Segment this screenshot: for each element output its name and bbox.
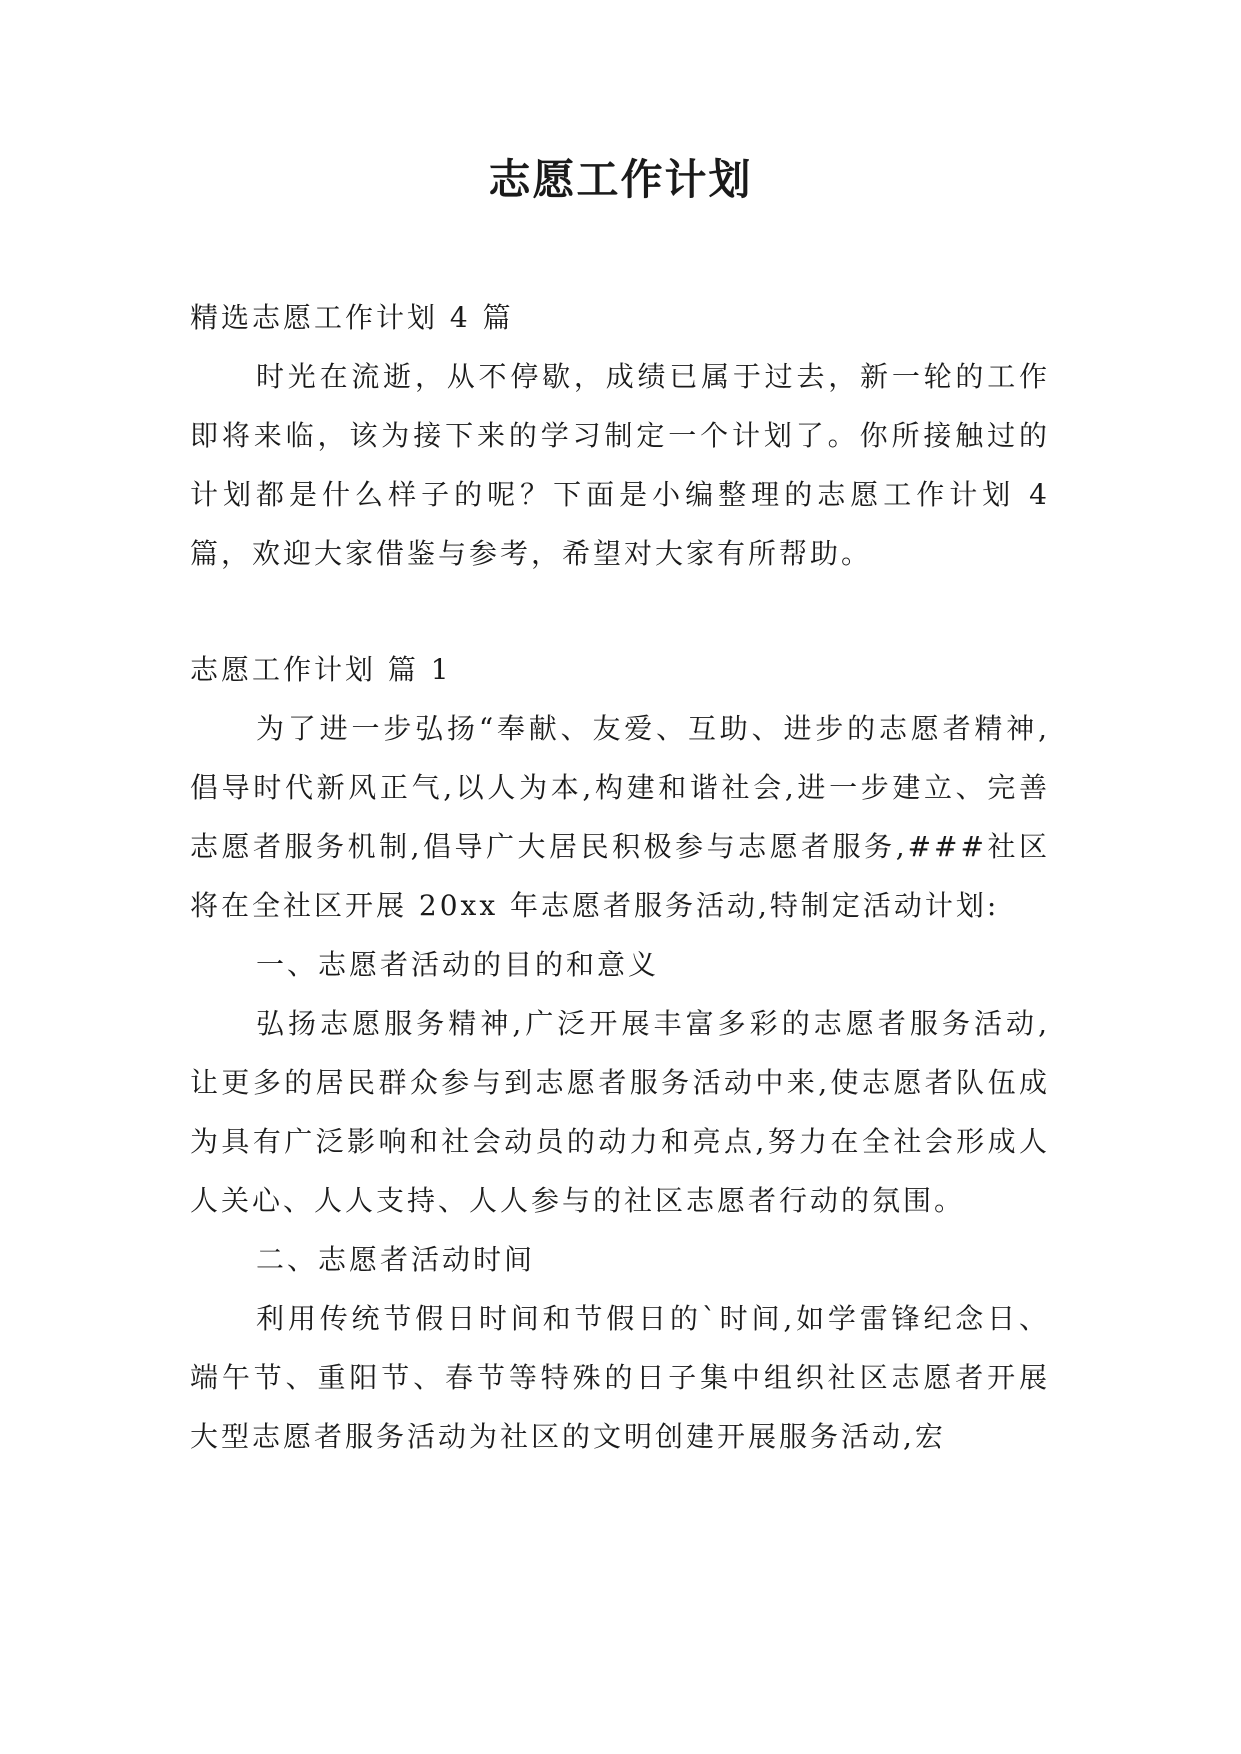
document-title: 志愿工作计划	[488, 155, 753, 204]
body-paragraph: 利用传统节假日时间和节假日的`时间,如学雷锋纪念日、端午节、重阳节、春节等特殊的日子集中组织社区志愿者开展大型志愿者服务活动为社区的文明创建开展服务活动,宏	[190, 1302, 1050, 1453]
document-subtitle: 精选志愿工作计划 4 篇	[190, 301, 514, 334]
subheading-purpose: 一、志愿者活动的目的和意义	[256, 948, 660, 981]
intro-paragraph: 时光在流逝，从不停歇，成绩已属于过去，新一轮的工作即将来临，该为接下来的学习制定一个计划了。你所接触过的计划都是什么样子的呢？下面是小编整理的志愿工作计划 4 篇，欢迎大家借鉴与参考，希望对大家有所帮助。	[190, 360, 1050, 570]
document-body	[190, 288, 1050, 1466]
section-heading: 志愿工作计划 篇 1	[190, 653, 452, 686]
body-paragraph: 为了进一步弘扬“奉献、友爱、互助、进步的志愿者精神,倡导时代新风正气,以人为本,构建和谐社会,进一步建立、完善志愿者服务机制,倡导广大居民积极参与志愿者服务,###社区将在全社区开展 20xx 年志愿者服务活动,特制定活动计划:	[190, 712, 1050, 922]
subheading-time: 二、志愿者活动时间	[256, 1243, 536, 1276]
body-paragraph: 弘扬志愿服务精神,广泛开展丰富多彩的志愿者服务活动,让更多的居民群众参与到志愿者服务活动中来,使志愿者队伍成为具有广泛影响和社会动员的动力和亮点,努力在全社会形成人人关心、人人支持、人人参与的社区志愿者行动的氛围。	[190, 1007, 1050, 1217]
